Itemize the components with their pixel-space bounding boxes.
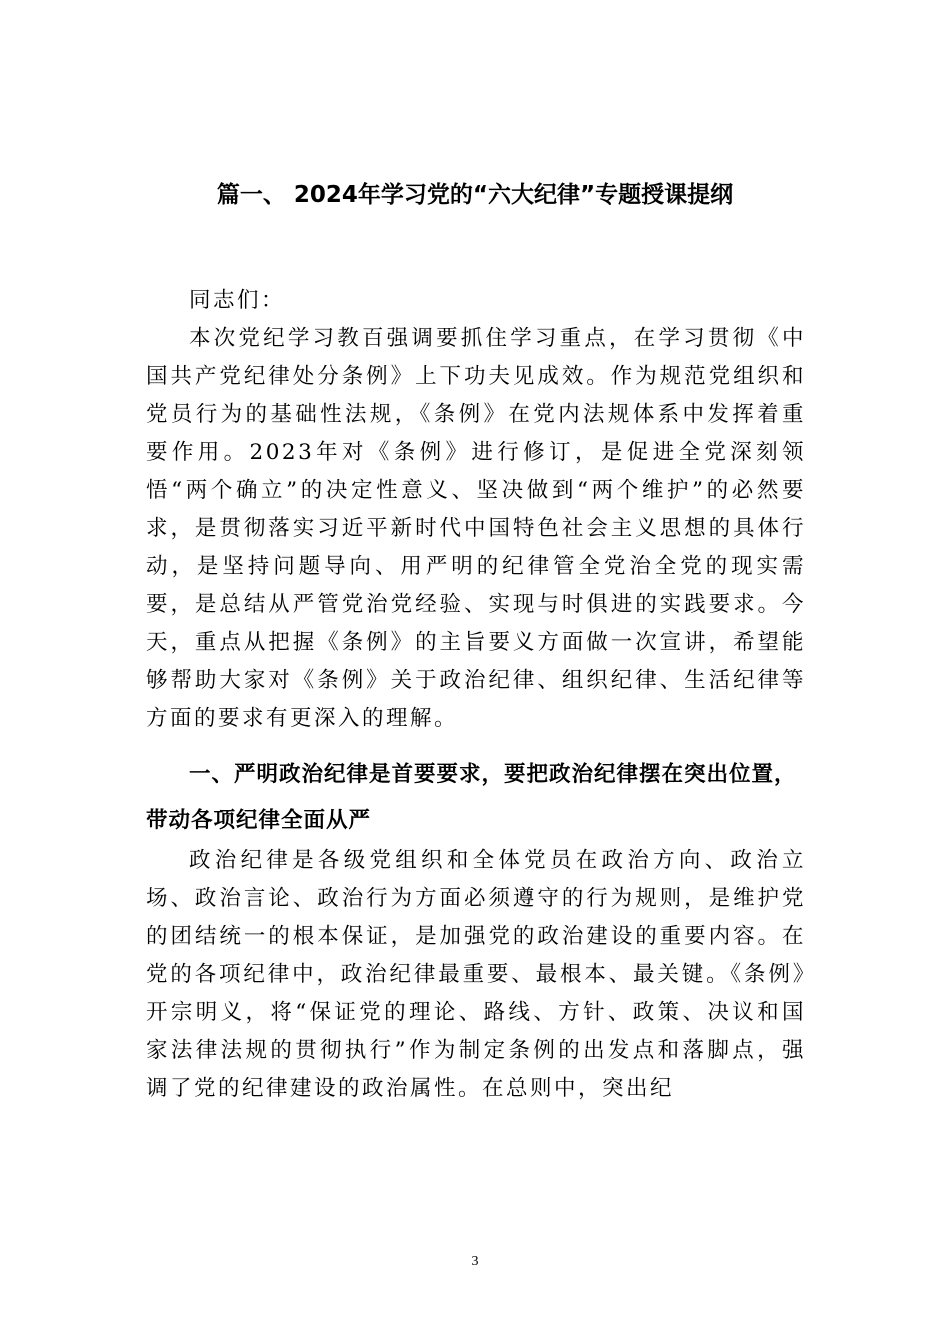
intro-paragraph: 本次党纪学习教百强调要抓住学习重点，在学习贯彻《中国共产党纪律处分条例》上下功夫见成效。作为规范党组织和党员行为的基础性法规，《条例》在党内法规体系中发挥着重要作用。2023年对《条例》进行修订，是促进全党深刻领悟“两个确立”的决定性意义、坚决做到“两个维护”的必然要求，是贯彻落实习近平新时代中国特色社会主义思想的具体行动，是坚持问题导向、用严明的纪律管全党治全党的现实需要，是总结从严管党治党经验、实现与时俱进的实践要求。今天，重点从把握《条例》的主旨要义方面做一次宣讲，希望能够帮助大家对《条例》关于政治纪律、组织纪律、生活纪律等方面的要求有更深入的理解。	[146, 326, 806, 731]
page-number: 3	[471, 1254, 479, 1269]
greeting-text: 同志们：	[189, 288, 286, 313]
greeting-block	[146, 282, 806, 320]
political-discipline-paragraph: 政治纪律是各级党组织和全体党员在政治方向、政治立场、政治言论、政治行为方面必须遵守的行为规则，是维护党的团结统一的根本保证，是加强党的政治建设的重要内容。在党的各项纪律中，政治纪律最重要、最根本、最关键。《条例》开宗明义，将“保证党的理论、路线、方针、政策、决议和国家法律法规的贯彻执行”作为制定条例的出发点和落脚点，强调了党的纪律建设的政治属性。在总则中，突出纪	[146, 848, 806, 1101]
intro-paragraph-block	[146, 320, 806, 738]
document-title: 篇一、 2024年学习党的“六大纪律”专题授课提纲	[216, 182, 734, 208]
section-heading-political-discipline: 一、严明政治纪律是首要要求，要把政治纪律摆在突出位置，带动各项纪律全面从严	[146, 762, 797, 833]
political-discipline-paragraph-block	[146, 842, 806, 1108]
